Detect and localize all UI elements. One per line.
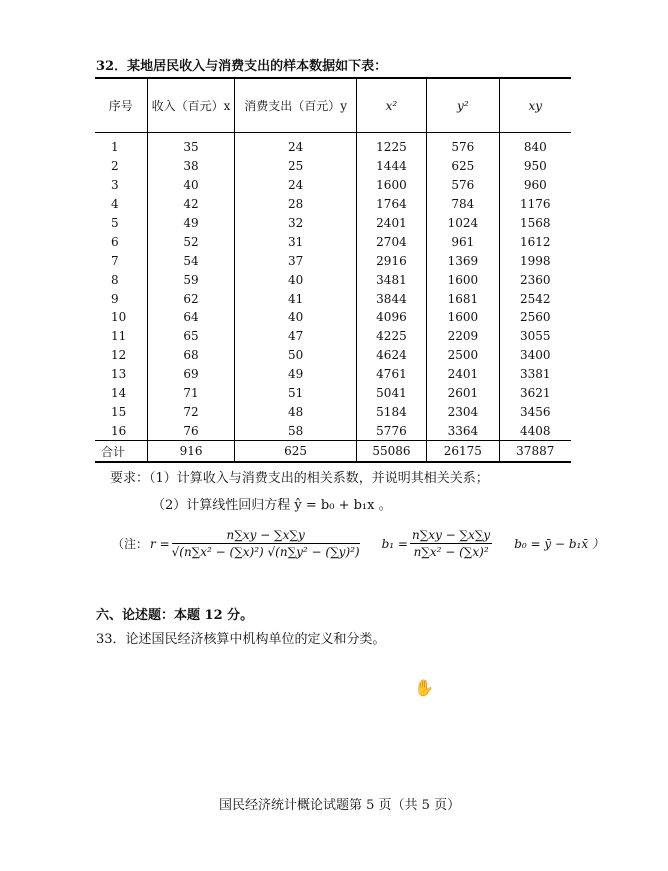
table-row (95, 157, 571, 176)
table-cell: 38 (147, 157, 235, 176)
r-numerator: n∑xy − ∑x∑y (172, 528, 360, 544)
table-cell: 48 (235, 402, 356, 421)
table-row (95, 384, 571, 403)
table-cell: 1568 (499, 214, 571, 233)
r-fraction (172, 528, 360, 559)
table-cell: 4225 (356, 327, 426, 346)
table-row (95, 251, 571, 270)
note-prefix: （注： (112, 537, 149, 551)
table-cell: 1444 (356, 157, 426, 176)
table-cell: 37 (235, 251, 356, 270)
table-row (95, 365, 571, 384)
requirement-1: 要求：（1）计算收入与消费支出的相关系数，并说明其相关关系； (110, 471, 489, 486)
header-consumption: 消费支出（百元）y (235, 78, 356, 133)
table-total-row (95, 441, 571, 463)
table-cell: 8 (111, 272, 119, 287)
table-cell: 2601 (427, 384, 499, 403)
total-cell: 37887 (499, 441, 571, 463)
table-cell: 76 (147, 421, 235, 440)
total-cell: 55086 (356, 441, 426, 463)
sample-data-table (95, 77, 571, 463)
table-cell: 5041 (356, 384, 426, 403)
table-cell: 35 (147, 133, 235, 157)
table-row (95, 421, 571, 440)
hand-icon: ✋ (414, 678, 434, 697)
table-cell: 58 (235, 421, 356, 440)
table-cell: 1176 (499, 195, 571, 214)
table-cell: 11 (111, 329, 127, 344)
page-footer: 国民经济统计概论试题第 5 页（共 5 页） (219, 798, 461, 813)
table-cell: 47 (235, 327, 356, 346)
formula-note (112, 528, 604, 559)
table-cell: 16 (111, 423, 127, 438)
table-cell: 576 (427, 133, 499, 157)
table-row (95, 232, 571, 251)
table-cell: 52 (147, 232, 235, 251)
table-cell: 64 (147, 308, 235, 327)
table-cell: 960 (499, 176, 571, 195)
table-cell: 2304 (427, 402, 499, 421)
table-cell: 10 (111, 310, 127, 325)
total-cell: 916 (147, 441, 235, 463)
total-cell: 625 (235, 441, 356, 463)
table-cell: 49 (147, 214, 235, 233)
section-6-heading: 六、论述题：本题 12 分。 (96, 608, 254, 623)
table-cell: 840 (499, 133, 571, 157)
table-cell: 3055 (499, 327, 571, 346)
table-cell: 15 (111, 404, 127, 419)
table-cell: 1600 (427, 270, 499, 289)
table-cell: 961 (427, 232, 499, 251)
header-index: 序号 (95, 78, 147, 133)
table-cell: 625 (427, 157, 499, 176)
table-cell: 42 (147, 195, 235, 214)
total-cell: 合计 (95, 441, 147, 463)
table-cell: 71 (147, 384, 235, 403)
table-cell: 3456 (499, 402, 571, 421)
table-row (95, 270, 571, 289)
table-cell: 5 (111, 216, 119, 230)
table-cell: 50 (235, 346, 356, 365)
header-xy: xy (499, 78, 571, 133)
table-cell: 3481 (356, 270, 426, 289)
table-cell: 5776 (356, 421, 426, 440)
table-cell: 2500 (427, 346, 499, 365)
table-cell: 49 (235, 365, 356, 384)
b0-formula: b₀ = ȳ − b₁x̄ ） (514, 537, 604, 551)
table-cell: 1681 (427, 289, 499, 308)
b1-label: b₁ = (381, 536, 408, 551)
table-row (95, 289, 571, 308)
b1-denominator: n∑x² − (∑x)² (413, 545, 489, 559)
question-33: 33．论述国民经济核算中机构单位的定义和分类。 (96, 632, 386, 647)
b1-fraction (410, 528, 492, 559)
table-cell: 68 (147, 346, 235, 365)
table-cell: 1600 (427, 308, 499, 327)
table-cell: 65 (147, 327, 235, 346)
table-cell: 2 (111, 159, 119, 174)
table-cell: 784 (427, 195, 499, 214)
table-cell: 9 (111, 291, 119, 306)
table-cell: 1225 (356, 133, 426, 157)
table-cell: 1600 (356, 176, 426, 195)
table-cell: 3364 (427, 421, 499, 440)
table-cell: 3381 (499, 365, 571, 384)
table-cell: 1612 (499, 232, 571, 251)
table-cell: 40 (235, 270, 356, 289)
question-32-title: 32．某地居民收入与消费支出的样本数据如下表： (96, 59, 388, 74)
table-cell: 5184 (356, 402, 426, 421)
r-label: r = (150, 536, 170, 551)
table-cell: 2542 (499, 289, 571, 308)
table-cell: 2704 (356, 232, 426, 251)
table-cell: 2360 (499, 270, 571, 289)
table-cell: 32 (235, 214, 356, 233)
table-cell: 54 (147, 251, 235, 270)
table-cell: 3844 (356, 289, 426, 308)
table-cell: 2209 (427, 327, 499, 346)
table-cell: 62 (147, 289, 235, 308)
table-cell: 51 (235, 384, 356, 403)
table-cell: 7 (111, 253, 119, 268)
table-cell: 40 (147, 176, 235, 195)
table-cell: 2401 (356, 214, 426, 233)
table-cell: 950 (499, 157, 571, 176)
table-cell: 25 (235, 157, 356, 176)
table-cell: 3 (111, 178, 119, 193)
table-cell: 1998 (499, 251, 571, 270)
table-cell: 4 (111, 197, 119, 212)
table-cell: 28 (235, 195, 356, 214)
table-row (95, 402, 571, 421)
table-cell: 4761 (356, 365, 426, 384)
total-cell: 26175 (427, 441, 499, 463)
table-cell: 69 (147, 365, 235, 384)
header-income: 收入（百元）x (147, 78, 235, 133)
table-row (95, 176, 571, 195)
table-cell: 6 (111, 234, 119, 249)
table-cell: 3400 (499, 346, 571, 365)
table-cell: 4096 (356, 308, 426, 327)
table-cell: 4624 (356, 346, 426, 365)
table-cell: 2916 (356, 251, 426, 270)
table-cell: 12 (111, 348, 127, 363)
table-row (95, 308, 571, 327)
table-cell: 1764 (356, 195, 426, 214)
requirement-2: （2）计算线性回归方程 ŷ = b₀ + b₁x 。 (152, 498, 392, 513)
table-row (95, 214, 571, 233)
table-row (95, 195, 571, 214)
table-row (95, 327, 571, 346)
table-cell: 3621 (499, 384, 571, 403)
table-cell: 24 (235, 176, 356, 195)
b1-numerator: n∑xy − ∑x∑y (412, 528, 491, 542)
table-cell: 41 (235, 289, 356, 308)
table-cell: 13 (111, 367, 127, 382)
table-row (95, 133, 571, 157)
table-row (95, 346, 571, 365)
r-denominator: √(n∑x² − (∑x)²) √(n∑y² − (∑y)²) (171, 545, 360, 559)
table-cell: 2401 (427, 365, 499, 384)
table-cell: 40 (235, 308, 356, 327)
table-cell: 4408 (499, 421, 571, 440)
table-cell: 72 (147, 402, 235, 421)
table-cell: 31 (235, 232, 356, 251)
table-cell: 1 (111, 140, 119, 155)
table-cell: 1369 (427, 251, 499, 270)
header-y-squared: y² (427, 78, 499, 133)
table-cell: 59 (147, 270, 235, 289)
table-cell: 2560 (499, 308, 571, 327)
table-cell: 24 (235, 133, 356, 157)
table-cell: 1024 (427, 214, 499, 233)
table-header-row (95, 78, 571, 133)
header-x-squared: x² (356, 78, 426, 133)
table-cell: 14 (111, 386, 127, 401)
table-cell: 576 (427, 176, 499, 195)
